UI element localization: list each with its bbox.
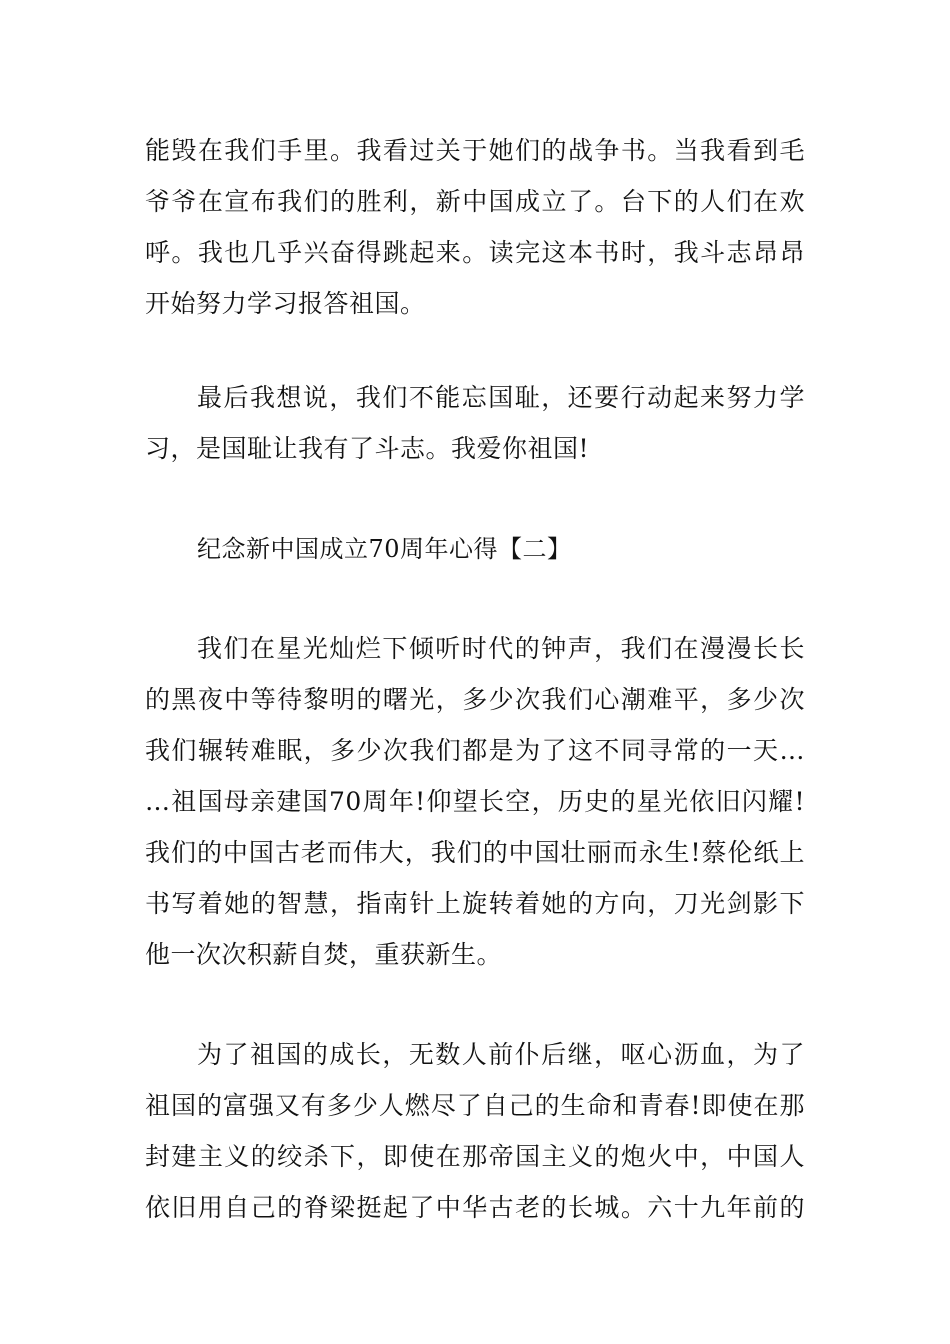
- paragraph-4-line-2: 祖国的富强又有多少人燃尽了自己的生命和青春!即使在那: [145, 1091, 805, 1120]
- paragraph-3-line-3: 我们辗转难眠，多少次我们都是为了这不同寻常的一天…: [145, 736, 805, 765]
- paragraph-1-line-2: 爷爷在宣布我们的胜利，新中国成立了。台下的人们在欢: [145, 187, 805, 216]
- paragraph-3-line-7: 他一次次积薪自焚，重获新生。: [145, 940, 503, 969]
- paragraph-2-line-1: 最后我想说，我们不能忘国耻，还要行动起来努力学: [197, 383, 805, 412]
- paragraph-4-line-4: 依旧用自己的脊梁挺起了中华古老的长城。六十九年前的: [145, 1193, 805, 1222]
- paragraph-1-line-4: 开始努力学习报答祖国。: [145, 289, 426, 318]
- paragraph-3-line-4: …祖国母亲建国70周年!仰望长空，历史的星光依旧闪耀!: [145, 787, 805, 816]
- paragraph-3-line-2: 的黑夜中等待黎明的曙光，多少次我们心潮难平，多少次: [145, 685, 805, 714]
- paragraph-3-line-5: 我们的中国古老而伟大，我们的中国壮丽而永生!蔡伦纸上: [145, 838, 805, 867]
- paragraph-4-line-1: 为了祖国的成长，无数人前仆后继，呕心沥血，为了: [197, 1040, 805, 1069]
- paragraph-3-line-1: 我们在星光灿烂下倾听时代的钟声，我们在漫漫长长: [197, 634, 805, 663]
- section-heading: 纪念新中国成立70周年心得【二】: [197, 535, 572, 563]
- paragraph-2-line-2: 习，是国耻让我有了斗志。我爱你祖国!: [145, 434, 590, 463]
- paragraph-1-line-3: 呼。我也几乎兴奋得跳起来。读完这本书时，我斗志昂昂: [145, 238, 805, 267]
- paragraph-3-line-6: 书写着她的智慧，指南针上旋转着她的方向，刀光剑影下: [145, 889, 805, 918]
- paragraph-1-line-1: 能毁在我们手里。我看过关于她们的战争书。当我看到毛: [145, 136, 805, 165]
- paragraph-4-line-3: 封建主义的绞杀下，即使在那帝国主义的炮火中，中国人: [145, 1142, 805, 1171]
